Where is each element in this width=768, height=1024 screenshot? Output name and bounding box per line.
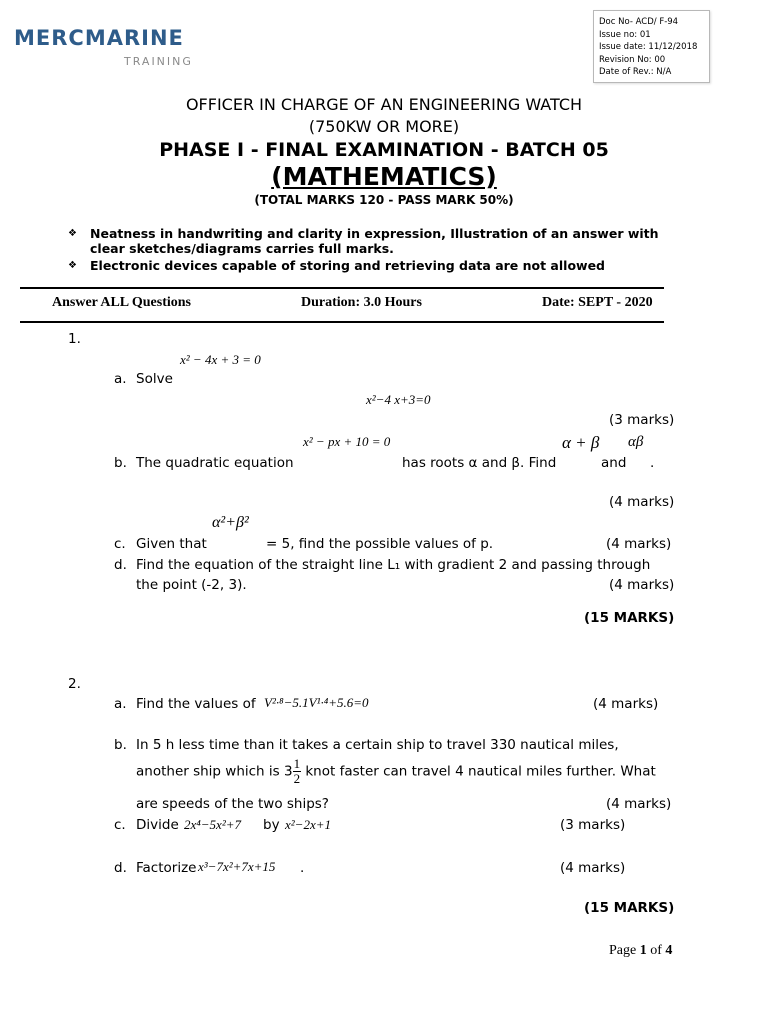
equation: x² − 4x + 3 = 0 — [180, 352, 261, 367]
question-text: Find the values of — [136, 696, 256, 712]
exam-duration: Duration: 3.0 Hours — [301, 295, 422, 310]
exam-title-line1: OFFICER IN CHARGE OF AN ENGINEERING WATCH — [185, 95, 583, 114]
logo-subtitle: TRAINING — [124, 55, 193, 68]
question-text: has roots α and β. Find — [402, 455, 557, 471]
marks-label: (4 marks) — [560, 860, 626, 876]
mixed-fraction: $\frac{1}{2}$ — [293, 756, 301, 786]
header-bottom-rule — [20, 321, 664, 323]
part-label: a. — [114, 696, 127, 712]
doc-number: Doc No- ACD/ F-94 — [599, 17, 679, 27]
equation: V²·⁸−5.1V¹·⁴+5.6=0 — [264, 695, 369, 710]
diamond-bullet-icon: ❖ — [68, 228, 77, 239]
marks-label: (4 marks) — [606, 536, 672, 552]
exam-title-line2: (750KW OR MORE) — [308, 117, 460, 136]
question-text: The quadratic equation — [136, 455, 294, 471]
diamond-bullet-icon: ❖ — [68, 260, 77, 271]
question-text: the point (-2, 3). — [136, 577, 247, 593]
question-text: In 5 h less time than it takes a certain ship to travel 330 nautical miles, — [136, 737, 619, 753]
revision-number: Revision No: 00 — [599, 54, 666, 65]
part-label: c. — [114, 817, 126, 833]
page-number: Page 1 of 4 — [609, 943, 673, 958]
question-text: are speeds of the two ships? — [136, 796, 329, 812]
marks-label: (4 marks) — [609, 494, 675, 510]
question-number: 1. — [68, 331, 81, 347]
question-text: . — [300, 860, 305, 876]
exam-date: Date: SEPT - 2020 — [542, 295, 653, 310]
equation: 2x⁴−5x²+7 — [184, 817, 242, 832]
question-text: Factorize — [136, 860, 197, 876]
question-text: Given that — [136, 536, 207, 552]
question-text: Solve — [136, 371, 173, 387]
question-text: = 5, find the possible values of p. — [266, 536, 494, 552]
marks-summary: (TOTAL MARKS 120 - PASS MARK 50%) — [254, 193, 514, 207]
marks-label: (4 marks) — [606, 796, 672, 812]
equation: x²−2x+1 — [285, 817, 331, 832]
equation: αβ — [628, 434, 644, 450]
part-label: d. — [114, 557, 127, 573]
part-label: b. — [114, 737, 127, 753]
part-label: c. — [114, 536, 126, 552]
subject-title: (MATHEMATICS) — [271, 162, 497, 191]
question-text: and — [601, 455, 627, 471]
equation: α + β — [562, 433, 600, 452]
answer-instruction: Answer ALL Questions — [52, 295, 191, 310]
issue-date: Issue date: 11/12/2018 — [599, 42, 698, 52]
part-label: a. — [114, 371, 127, 387]
question-text: another ship which is 3 $\frac{1}{2}$ knot faster can travel 4 nautical miles further. What — [136, 756, 656, 786]
instructions-list — [68, 226, 680, 275]
instruction-item: ❖ Neatness in handwriting and clarity in expression, Illustration of an answer with clear sketches/diagrams carries full marks. — [68, 226, 659, 256]
issue-number: Issue no: 01 — [599, 29, 651, 40]
marks-label: (3 marks) — [560, 817, 626, 833]
question-text: Divide — [136, 817, 179, 833]
marks-label: (4 marks) — [609, 577, 675, 593]
instruction-item: ❖ Electronic devices capable of storing and retrieving data are not allowed — [68, 258, 606, 273]
equation: x² − px + 10 = 0 — [303, 434, 391, 449]
question-text: by — [263, 817, 280, 833]
question-text: Find the equation of the straight line L₁ with gradient 2 and passing through — [136, 557, 651, 573]
exam-phase-title: PHASE I - FINAL EXAMINATION - BATCH 05 — [159, 139, 609, 161]
marks-label: (4 marks) — [593, 696, 659, 712]
question-text: . — [650, 455, 655, 471]
equation: α²+β² — [212, 514, 249, 531]
company-logo: MERCMARINE — [14, 26, 184, 50]
question-number: 2. — [68, 676, 81, 692]
header-top-rule — [20, 287, 664, 289]
equation: x³−7x²+7x+15 — [198, 859, 276, 874]
question-total-marks: (15 MARKS) — [584, 610, 675, 626]
document-info-box — [593, 10, 710, 83]
part-label: b. — [114, 455, 127, 471]
marks-label: (3 marks) — [609, 412, 675, 428]
question-total-marks: (15 MARKS) — [584, 900, 675, 916]
revision-date: Date of Rev.: N/A — [599, 67, 672, 77]
part-label: d. — [114, 860, 127, 876]
equation: x²−4 x+3=0 — [366, 392, 431, 407]
